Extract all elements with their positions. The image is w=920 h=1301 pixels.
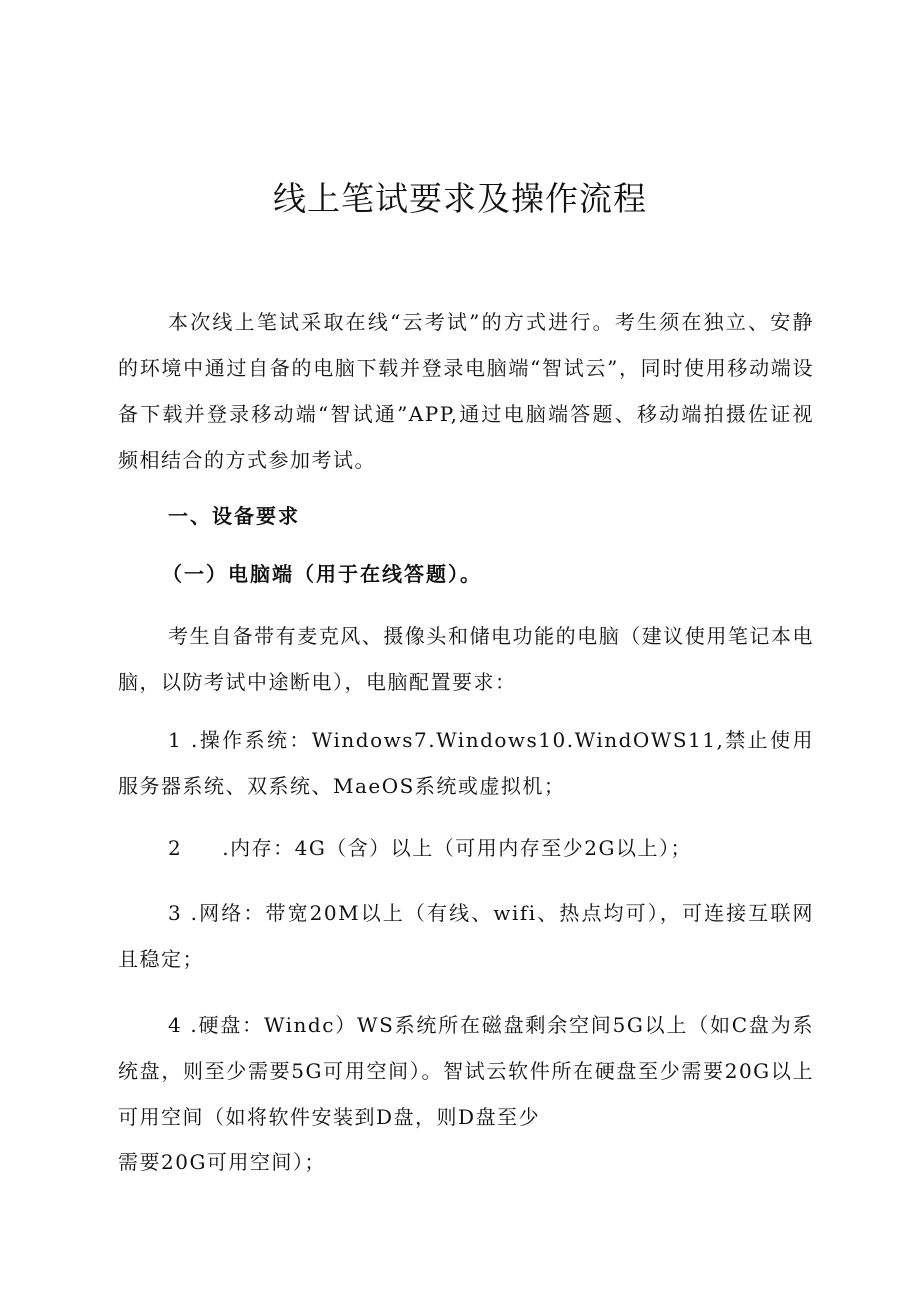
intro-paragraph: 本次线上笔试采取在线“云考试”的方式进行。考生须在独立、安静的环境中通过自备的电脑下载并登录电脑端“智试云”，同时使用移动端设备下载并登录移动端“智试通”APP,通过电脑端答题、移动端拍摄佐证视频相结合的方式参加考试。 xyxy=(118,310,814,472)
requirement-item-memory-text: .内存：4G（含）以上（可用内存至少2G以上）； xyxy=(222,836,692,860)
requirement-item-disk: 4 .硬盘：Windc）WS系统所在磁盘剩余空间5G以上（如C盘为系统盘，则至少需要5G可用空间）。智试云软件所在硬盘至少需要20G以上可用空间（如将软件安装到D盘，则D盘至少 xyxy=(118,1013,814,1129)
requirement-item-disk-continued: 需要20G可用空间）； xyxy=(118,1150,326,1174)
requirement-item-network: 3 .网络：带宽20M以上（有线、wifi、热点均可），可连接互联网且稳定； xyxy=(118,901,814,971)
requirement-item-memory xyxy=(168,825,692,871)
section-heading-equipment: 一、设备要求 xyxy=(168,504,300,528)
requirement-item-memory-number: 2 xyxy=(168,836,183,860)
subsection-heading-pc: （一）电脑端（用于在线答题）。 xyxy=(162,562,482,586)
pc-requirements-paragraph: 考生自备带有麦克风、摄像头和储电功能的电脑（建议使用笔记本电脑，以防考试中途断电），电脑配置要求： xyxy=(118,624,814,694)
document-title: 线上笔试要求及操作流程 xyxy=(273,179,647,218)
requirement-item-os: 1 .操作系统：Windows7.Windows10.WindOWS11,禁止使用服务器系统、双系统、MaeOS系统或虚拟机； xyxy=(118,728,814,798)
